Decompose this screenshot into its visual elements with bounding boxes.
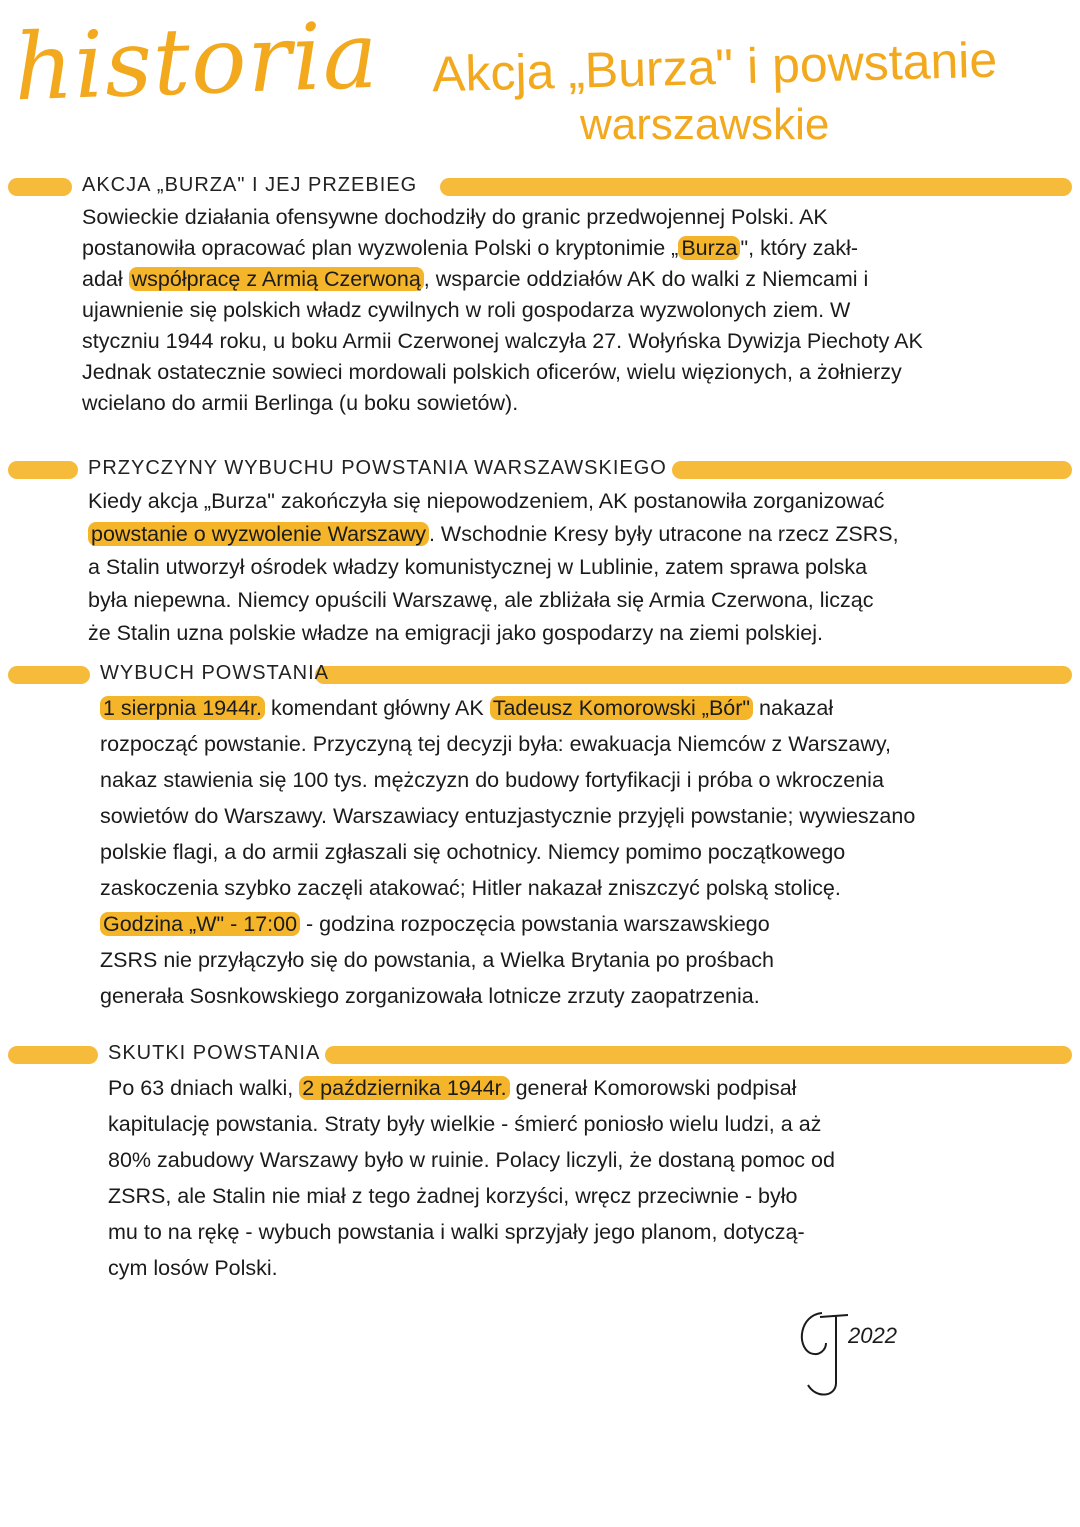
- text-segment: Po 63 dniach walki,: [108, 1076, 300, 1100]
- highlighted-text: Godzina „W" - 17:00: [100, 912, 300, 936]
- highlighter-bar: [325, 1046, 1072, 1064]
- section-wybuch: [0, 660, 1080, 1014]
- text-segment: ujawnienie się polskich władz cywilnych w roli gospodarza wyzwolonych ziem. W: [82, 298, 851, 322]
- text-segment: rozpocząć powstanie. Przyczyną tej decyzji była: ewakuacja Niemców z Warszawy,: [100, 732, 892, 756]
- text-segment: generał Komorowski podpisał: [509, 1076, 797, 1100]
- text-segment: ZSRS nie przyłączyło się do powstania, a Wielka Brytania po prośbach: [100, 948, 774, 972]
- text-line: [0, 942, 1080, 978]
- text-segment: nakaz stawienia się 100 tys. mężczyzn do budowy fortyfikacji i próba o wkroczenia: [100, 768, 884, 792]
- text-line: [0, 798, 1080, 834]
- signature-year: 2022: [848, 1323, 897, 1348]
- text-line: [0, 295, 1080, 326]
- text-line: [0, 388, 1080, 419]
- text-line: [0, 617, 1080, 650]
- topic-title-line-2: warszawskie: [580, 100, 830, 149]
- text-line: [0, 1214, 1080, 1250]
- highlighted-text: powstanie o wyzwolenie Warszawy: [88, 522, 429, 546]
- text-line: [0, 1142, 1080, 1178]
- text-line: [0, 834, 1080, 870]
- highlighted-text: 2 października 1944r.: [299, 1076, 509, 1100]
- text-segment: zaskoczenia szybko zaczęli atakować; Hitler nakazał zniszczyć polską stolicę.: [100, 876, 841, 900]
- text-line: [0, 762, 1080, 798]
- text-segment: , wsparcie oddziałów AK do walki z Niemcami i: [423, 267, 869, 291]
- highlighter-bar: [672, 461, 1072, 479]
- section-heading-row: [0, 172, 1080, 202]
- section-heading: SKUTKI POWSTANIA: [108, 1042, 321, 1064]
- text-segment: była niepewna. Niemcy opuścili Warszawę, ale zbliżała się Armia Czerwona, licząc: [88, 588, 874, 612]
- highlighter-bar: [8, 666, 90, 684]
- highlighter-bar: [315, 666, 1072, 684]
- text-line: [0, 1250, 1080, 1286]
- text-line: [0, 1106, 1080, 1142]
- highlighted-text: Burza: [678, 236, 740, 260]
- subject-title: historia: [12, 1, 381, 122]
- section-heading: AKCJA „BURZA" I JEJ PRZEBIEG: [82, 174, 418, 196]
- text-line: [0, 357, 1080, 388]
- text-segment: - godzina rozpoczęcia powstania warszawskiego: [300, 912, 770, 936]
- text-segment: kapitulację powstania. Straty były wielkie - śmierć poniosło wielu ludzi, a aż: [108, 1112, 822, 1136]
- text-segment: ZSRS, ale Stalin nie miał z tego żadnej korzyści, wręcz przeciwnie - było: [108, 1184, 798, 1208]
- text-line: [0, 726, 1080, 762]
- section-przyczyny: [0, 455, 1080, 650]
- highlighter-bar: [440, 178, 1072, 196]
- section-skutki: [0, 1040, 1080, 1286]
- text-line: [0, 906, 1080, 942]
- text-segment: 80% zabudowy Warszawy było w ruinie. Polacy liczyli, że dostaną pomoc od: [108, 1148, 835, 1172]
- text-segment: Sowieckie działania ofensywne dochodziły do granic przedwojennej Polski. AK: [82, 205, 828, 229]
- text-segment: generała Sosnkowskiego zorganizowała lotnicze zrzuty zaopatrzenia.: [100, 984, 760, 1008]
- signature: [790, 1305, 950, 1405]
- text-line: [0, 978, 1080, 1014]
- text-segment: Kiedy akcja „Burza" zakończyła się niepowodzeniem, AK postanowiła zorganizować: [88, 489, 885, 513]
- topic-title-line-1: Akcja „Burza" i powstanie: [431, 31, 998, 103]
- text-line: [0, 518, 1080, 551]
- section-heading-row: [0, 1040, 1080, 1070]
- signature-initials-icon: [790, 1305, 950, 1405]
- section-heading: WYBUCH POWSTANIA: [100, 662, 329, 684]
- highlighted-text: współpracę z Armią Czerwoną: [129, 267, 424, 291]
- text-line: [0, 1178, 1080, 1214]
- text-segment: polskie flagi, a do armii zgłaszali się ochotnicy. Niemcy pomimo początkowego: [100, 840, 846, 864]
- text-segment: komendant główny AK: [264, 696, 490, 720]
- text-segment: Jednak ostatecznie sowieci mordowali polskich oficerów, wielu więzionych, a żołnierzy: [82, 360, 902, 384]
- text-line: [0, 202, 1080, 233]
- section-heading-row: [0, 660, 1080, 690]
- text-line: [0, 326, 1080, 357]
- text-line: [0, 233, 1080, 264]
- text-segment: styczniu 1944 roku, u boku Armii Czerwonej walczyła 27. Wołyńska Dywizja Piechoty AK: [82, 329, 923, 353]
- text-segment: adał: [82, 267, 129, 291]
- section-heading-row: [0, 455, 1080, 485]
- text-line: [0, 870, 1080, 906]
- section-heading: PRZYCZYNY WYBUCHU POWSTANIA WARSZAWSKIEGO: [88, 457, 667, 479]
- highlighter-bar: [8, 1046, 98, 1064]
- highlighted-text: Tadeusz Komorowski „Bór": [490, 696, 753, 720]
- text-segment: postanowiła opracować plan wyzwolenia Polski o kryptonimie „: [82, 236, 679, 260]
- text-line: [0, 690, 1080, 726]
- text-segment: . Wschodnie Kresy były utracone na rzecz ZSRS,: [428, 522, 899, 546]
- section-akcja-burza: [0, 172, 1080, 419]
- text-segment: ", który zakł-: [740, 236, 859, 260]
- text-segment: mu to na rękę - wybuch powstania i walki sprzyjały jego planom, dotyczą-: [108, 1220, 805, 1244]
- text-line: [0, 551, 1080, 584]
- highlighter-bar: [8, 178, 72, 196]
- text-segment: cym losów Polski.: [108, 1256, 278, 1280]
- text-line: [0, 584, 1080, 617]
- text-segment: a Stalin utworzył ośrodek władzy komunistycznej w Lublinie, zatem sprawa polska: [88, 555, 868, 579]
- text-line: [0, 1070, 1080, 1106]
- text-segment: wcielano do armii Berlinga (u boku sowietów).: [82, 391, 519, 415]
- text-line: [0, 264, 1080, 295]
- highlighter-bar: [8, 461, 78, 479]
- highlighted-text: 1 sierpnia 1944r.: [100, 696, 265, 720]
- text-segment: nakazał: [753, 696, 834, 720]
- text-segment: że Stalin uzna polskie władze na emigracji jako gospodarzy na ziemi polskiej.: [88, 621, 823, 645]
- text-line: [0, 485, 1080, 518]
- text-segment: sowietów do Warszawy. Warszawiacy entuzjastycznie przyjęli powstanie; wywieszano: [100, 804, 916, 828]
